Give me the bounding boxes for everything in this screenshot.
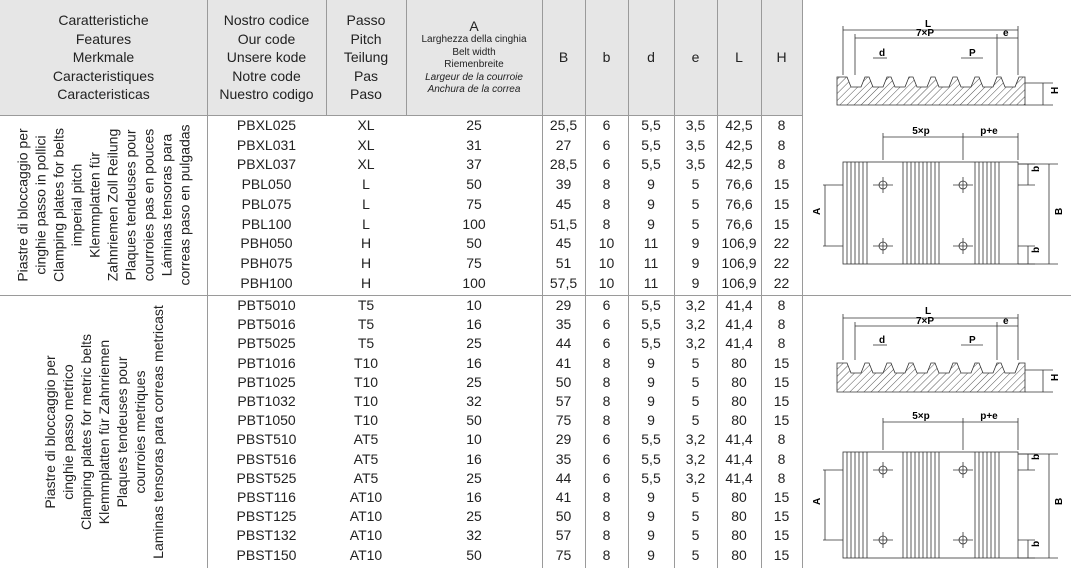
cell-b: 6	[602, 431, 611, 448]
cell-B: 57,5	[549, 274, 578, 291]
dim-A: A	[812, 497, 823, 505]
cell-L: 76,6	[725, 176, 753, 193]
cell-d: 5,5	[641, 117, 661, 133]
dim-b: b	[1031, 165, 1042, 172]
cell-B: 57	[555, 527, 572, 544]
cell-B: 44	[555, 469, 572, 486]
cell-code: PBT1050	[237, 412, 296, 429]
header-col-L: L	[735, 49, 743, 66]
cell-H: 15	[773, 195, 790, 212]
cell-H: 22	[773, 274, 790, 291]
cell-d: 9	[647, 373, 655, 390]
cell-H: 8	[777, 156, 786, 173]
cell-B: 50	[555, 508, 572, 525]
cell-belt-width: 25	[466, 117, 482, 133]
dim-A: A	[812, 207, 823, 215]
cell-B: 45	[555, 235, 572, 252]
cell-pitch: XL	[357, 136, 375, 153]
cell-b: 8	[602, 393, 611, 409]
cell-d: 9	[647, 527, 655, 544]
cell-code: PBT1032	[237, 393, 296, 409]
cell-d: 9	[647, 176, 655, 193]
cell-code: PBST516	[236, 450, 297, 467]
cell-belt-width: 37	[466, 156, 482, 173]
cell-L: 80	[731, 546, 747, 563]
cell-e: 5	[691, 195, 700, 212]
cell-d: 5,5	[641, 156, 661, 173]
cell-code: PBT1016	[237, 354, 296, 371]
cell-code: PBST116	[237, 489, 296, 505]
cell-code: PBT1025	[237, 373, 296, 390]
cell-H: 8	[777, 136, 786, 153]
cell-e: 5	[691, 527, 700, 544]
cell-d: 5,5	[641, 469, 661, 486]
divider	[585, 0, 586, 568]
cell-pitch: AT10	[349, 527, 383, 544]
cell-e: 5	[691, 354, 700, 371]
cell-pitch: T5	[357, 316, 375, 333]
cell-B: 29	[555, 431, 572, 448]
cell-H: 15	[773, 527, 790, 544]
cell-e: 3,2	[685, 450, 706, 467]
cell-L: 41,4	[725, 431, 753, 448]
cell-d: 11	[643, 235, 659, 252]
cell-L: 42,5	[725, 117, 753, 133]
dim-b: b	[1031, 540, 1042, 547]
cell-d: 5,5	[641, 335, 661, 352]
cell-H: 15	[773, 176, 790, 193]
cell-e: 5	[691, 176, 700, 193]
dim-5p: 5×p	[912, 126, 930, 137]
cell-code: PBH050	[240, 235, 293, 252]
cell-b: 8	[602, 373, 611, 390]
cell-e: 3,5	[685, 136, 706, 153]
cell-code: PBXL025	[236, 117, 297, 133]
cell-pitch: XL	[357, 156, 375, 173]
group-label-imperial: Piastre di bloccaggio per cinghie passo in pollici Clamping plates for belts imperial pitch Klemmplatten für Zahnriemen Zoll Reilung Plaques tendeuses pour courroies pas en pouces Láminas tensoras para correas paso en pulgadas	[14, 124, 193, 286]
cell-pitch: XL	[357, 117, 375, 133]
cell-code: PBST510	[236, 431, 297, 448]
cell-belt-width: 50	[466, 235, 482, 252]
cell-L: 41,4	[725, 450, 753, 467]
divider	[717, 0, 718, 568]
cell-b: 6	[602, 469, 611, 486]
cell-d: 5,5	[641, 316, 661, 333]
cell-L: 42,5	[725, 156, 753, 173]
cell-H: 15	[773, 393, 790, 409]
cell-pitch: AT5	[353, 469, 379, 486]
cell-e: 3,2	[685, 316, 706, 333]
cell-d: 9	[647, 215, 655, 232]
header-col-d: d	[647, 49, 655, 66]
cell-belt-width: 16	[466, 489, 482, 505]
cell-belt-width: 25	[466, 373, 482, 390]
cell-b: 8	[602, 508, 611, 525]
cell-e: 3,2	[685, 469, 706, 486]
cell-code: PBXL031	[236, 136, 297, 153]
cell-L: 80	[731, 393, 747, 409]
cell-d: 9	[647, 354, 655, 371]
header-col-H: H	[776, 49, 787, 66]
cell-L: 80	[731, 412, 747, 429]
cell-H: 8	[777, 431, 786, 448]
cell-e: 3,5	[685, 156, 706, 173]
cell-belt-width: 16	[466, 354, 482, 371]
cell-pitch: T10	[353, 393, 379, 409]
dim-H: H	[1050, 86, 1061, 94]
cell-d: 9	[647, 508, 655, 525]
cell-b: 8	[602, 546, 611, 563]
cell-b: 8	[602, 489, 611, 505]
divider	[761, 0, 762, 568]
cell-L: 106,9	[721, 235, 757, 252]
divider	[326, 0, 327, 115]
header-code: Nostro codice Our code Unsere kode Notre code Nuestro codigo	[219, 12, 314, 103]
side-view-metric	[837, 314, 1053, 392]
cell-B: 51	[555, 254, 572, 271]
cell-code: PBH075	[240, 254, 293, 271]
header-col-B: B	[558, 49, 569, 66]
cell-pitch: AT5	[353, 450, 379, 467]
cell-L: 80	[731, 373, 747, 390]
cell-b: 6	[602, 316, 611, 333]
cell-belt-width: 100	[462, 215, 486, 232]
cell-d: 9	[647, 489, 655, 505]
divider	[674, 0, 675, 568]
cell-d: 9	[647, 546, 655, 563]
cell-e: 3,2	[685, 431, 706, 448]
cell-B: 27	[555, 136, 572, 153]
cell-L: 76,6	[725, 195, 753, 212]
cell-pitch: AT5	[353, 431, 379, 448]
cell-L: 80	[731, 527, 747, 544]
cell-code: PBST150	[236, 546, 297, 563]
cell-b: 10	[598, 235, 615, 252]
header-col-b: b	[602, 49, 611, 66]
cell-L: 80	[731, 508, 747, 525]
dim-7p: 7×P	[915, 316, 935, 327]
dim-L: L	[924, 306, 932, 317]
cell-d: 5,5	[641, 431, 661, 448]
cell-b: 8	[602, 215, 611, 232]
cell-L: 80	[731, 354, 747, 371]
cell-L: 106,9	[721, 254, 757, 271]
header-characteristics: Caratteristiche Features Merkmale Caracteristiques Caracteristicas	[52, 12, 155, 103]
divider	[207, 0, 208, 568]
cell-H: 15	[773, 412, 790, 429]
cell-b: 8	[602, 527, 611, 544]
cell-B: 29	[555, 297, 572, 313]
cell-belt-width: 10	[466, 297, 482, 313]
cell-H: 22	[773, 254, 790, 271]
cell-B: 75	[555, 412, 572, 429]
cell-d: 5,5	[641, 450, 661, 467]
cell-e: 9	[691, 235, 700, 252]
cell-code: PBST525	[236, 469, 297, 486]
dim-p-plus-e: p+e	[980, 411, 998, 422]
cell-b: 8	[602, 176, 611, 193]
cell-H: 8	[777, 335, 786, 352]
cell-code: PBL100	[241, 215, 292, 232]
cell-pitch: L	[362, 215, 370, 232]
cell-code: PBL050	[241, 176, 292, 193]
cell-code: PBST132	[236, 527, 297, 544]
cell-L: 41,4	[725, 335, 753, 352]
cell-e: 5	[691, 412, 700, 429]
cell-H: 8	[777, 297, 786, 313]
cell-L: 41,4	[725, 297, 753, 313]
cell-b: 6	[602, 117, 611, 133]
cell-H: 15	[773, 373, 790, 390]
cell-B: 35	[555, 316, 572, 333]
cell-L: 41,4	[725, 469, 753, 486]
cell-pitch: T10	[353, 354, 379, 371]
cell-b: 8	[602, 412, 611, 429]
cell-H: 15	[773, 215, 790, 232]
cell-d: 9	[647, 393, 655, 409]
cell-B: 57	[555, 393, 572, 409]
dim-b: b	[1031, 246, 1042, 253]
dim-d: d	[879, 335, 886, 346]
cell-H: 8	[777, 450, 786, 467]
dim-e: e	[1003, 316, 1009, 327]
cell-belt-width: 25	[466, 508, 482, 525]
header-col-e: e	[691, 49, 700, 66]
cell-belt-width: 32	[466, 393, 482, 409]
cell-H: 15	[773, 508, 790, 525]
cell-B: 44	[555, 335, 572, 352]
dim-B: B	[1054, 207, 1065, 215]
cell-belt-width: 100	[462, 274, 486, 291]
cell-code: PBT5016	[237, 316, 296, 333]
dim-p-plus-e: p+e	[980, 126, 998, 137]
cell-B: 50	[555, 373, 572, 390]
dim-b: b	[1031, 453, 1042, 460]
cell-pitch: AT10	[349, 489, 383, 505]
cell-pitch: L	[362, 176, 370, 193]
cell-d: 5,5	[641, 136, 661, 153]
cell-code: PBST125	[236, 508, 297, 525]
cell-belt-width: 50	[466, 176, 482, 193]
cell-e: 3,5	[685, 117, 706, 133]
cell-e: 9	[691, 274, 700, 291]
divider	[0, 115, 802, 116]
cell-code: PBT5025	[237, 335, 296, 352]
cell-belt-width: 31	[466, 136, 482, 153]
header-belt-width: A Larghezza della cinghia Belt width Riemenbreite Largeur de la courroie Anchura de la correa	[421, 18, 527, 96]
cell-code: PBL075	[241, 195, 292, 212]
cell-e: 5	[691, 508, 700, 525]
cell-b: 8	[602, 354, 611, 371]
cell-e: 5	[691, 373, 700, 390]
cell-e: 5	[691, 489, 700, 505]
cell-L: 42,5	[725, 136, 753, 153]
cell-e: 5	[691, 546, 700, 563]
cell-belt-width: 32	[466, 527, 482, 544]
cell-B: 25,5	[549, 117, 578, 133]
cell-b: 6	[602, 156, 611, 173]
technical-drawing	[803, 0, 1071, 568]
cell-H: 22	[773, 235, 790, 252]
cell-H: 15	[773, 546, 790, 563]
dim-e: e	[1003, 28, 1009, 39]
cell-pitch: T10	[353, 412, 379, 429]
cell-d: 5,5	[641, 297, 661, 313]
cell-belt-width: 75	[466, 254, 482, 271]
cell-L: 41,4	[725, 316, 753, 333]
cell-pitch: H	[360, 274, 372, 291]
cell-code: PBXL037	[236, 156, 297, 173]
cell-b: 6	[602, 335, 611, 352]
cell-pitch: T10	[353, 373, 379, 390]
divider	[406, 0, 407, 115]
top-view-metric	[823, 418, 1058, 558]
cell-H: 8	[777, 316, 786, 333]
cell-H: 8	[777, 117, 786, 133]
divider	[542, 0, 543, 568]
dim-5p: 5×p	[912, 411, 930, 422]
cell-code: PBH100	[240, 274, 293, 291]
group-label-metric: Piastre di bloccaggio per cinghie passo metrico Clamping plates for metric belts Klemmplatten für Zahnriemen Plaques tendeuses pour courroies metriques Laminas tensoras para correas metricast	[41, 305, 166, 559]
cell-e: 5	[691, 215, 700, 232]
cell-b: 8	[602, 195, 611, 212]
dim-H: H	[1050, 373, 1061, 381]
cell-H: 15	[773, 354, 790, 371]
cell-d: 9	[647, 195, 655, 212]
cell-pitch: T5	[357, 297, 375, 313]
cell-B: 45	[555, 195, 572, 212]
dim-P: P	[969, 48, 976, 59]
cell-pitch: AT10	[349, 508, 383, 525]
cell-belt-width: 16	[466, 450, 482, 467]
cell-B: 41	[555, 354, 572, 371]
cell-e: 3,2	[685, 297, 706, 313]
cell-H: 8	[777, 469, 786, 486]
cell-B: 51,5	[549, 215, 578, 232]
dim-B: B	[1054, 497, 1065, 505]
cell-H: 15	[773, 489, 790, 505]
cell-b: 6	[602, 450, 611, 467]
divider	[628, 0, 629, 568]
cell-e: 5	[691, 393, 700, 409]
cell-pitch: H	[360, 254, 372, 271]
dim-P: P	[969, 335, 976, 346]
cell-B: 75	[555, 546, 572, 563]
cell-belt-width: 50	[466, 546, 482, 563]
cell-belt-width: 25	[466, 469, 482, 486]
cell-belt-width: 25	[466, 335, 482, 352]
cell-L: 76,6	[725, 215, 753, 232]
cell-pitch: AT10	[349, 546, 383, 563]
top-view-imperial	[823, 133, 1058, 264]
cell-pitch: H	[360, 235, 372, 252]
cell-b: 6	[602, 136, 611, 153]
cell-pitch: T5	[357, 335, 375, 352]
cell-e: 3,2	[685, 335, 706, 352]
cell-d: 11	[643, 254, 659, 271]
dim-7p: 7×P	[915, 28, 935, 39]
cell-B: 28,5	[549, 156, 578, 173]
cell-b: 10	[598, 254, 615, 271]
cell-code: PBT5010	[237, 297, 296, 313]
cell-belt-width: 16	[466, 316, 482, 333]
cell-L: 106,9	[721, 274, 757, 291]
dim-L: L	[924, 19, 932, 30]
cell-belt-width: 50	[466, 412, 482, 429]
cell-B: 39	[555, 176, 572, 193]
side-view-imperial	[837, 26, 1053, 105]
cell-b: 6	[602, 297, 611, 313]
cell-belt-width: 10	[466, 431, 482, 448]
cell-L: 80	[731, 489, 747, 505]
cell-e: 9	[691, 254, 700, 271]
dim-d: d	[879, 48, 886, 59]
cell-pitch: L	[362, 195, 370, 212]
header-pitch: Passo Pitch Teilung Pas Paso	[343, 12, 389, 103]
cell-B: 41	[555, 489, 572, 505]
cell-d: 11	[643, 274, 659, 291]
cell-B: 35	[555, 450, 572, 467]
cell-belt-width: 75	[466, 195, 482, 212]
cell-b: 10	[598, 274, 615, 291]
cell-d: 9	[647, 412, 655, 429]
